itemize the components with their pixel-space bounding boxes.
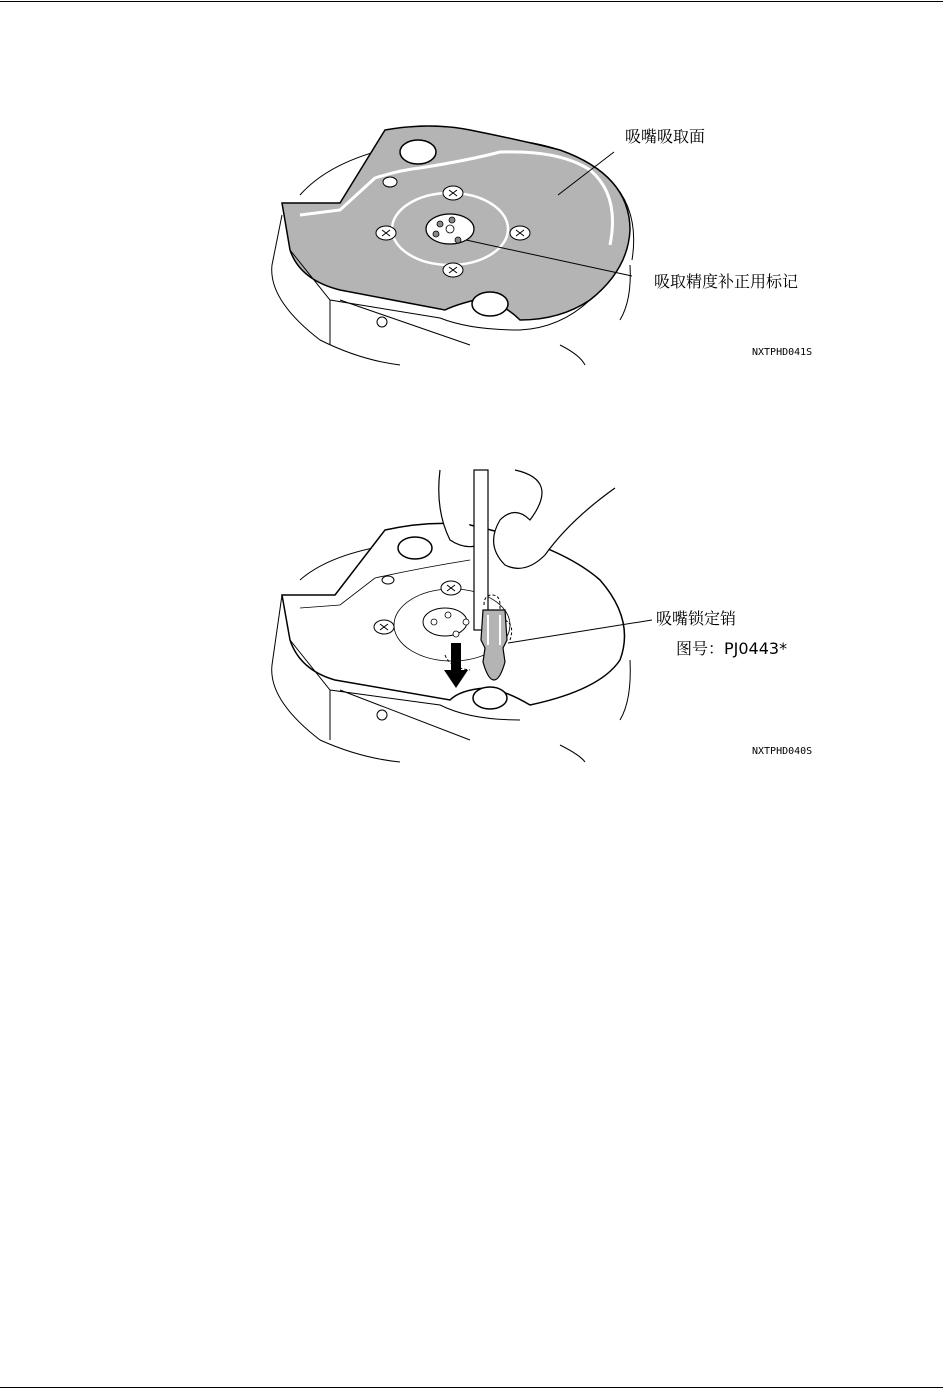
figure-nozzle-suction-surface (0, 110, 943, 380)
lock-pin (481, 610, 507, 680)
header-rule (0, 1, 943, 2)
figure-code: NXTPHD041S (752, 347, 813, 358)
tool-shaft (474, 470, 488, 630)
callout-nozzle-surface: 吸嘴吸取面 (625, 127, 706, 146)
figure-code: NXTPHD040S (752, 746, 813, 757)
nozzle-head-illustration-2 (0, 465, 943, 765)
footer-rule (0, 1387, 943, 1388)
callout-part-number: 图号：PJ0443* (676, 639, 788, 658)
callout-lock-pin: 吸嘴锁定销 (656, 609, 737, 628)
figure-nozzle-lock-pin (0, 465, 943, 765)
callout-accuracy-mark: 吸取精度补正用标记 (654, 272, 799, 291)
nozzle-head-illustration-1 (0, 110, 943, 380)
